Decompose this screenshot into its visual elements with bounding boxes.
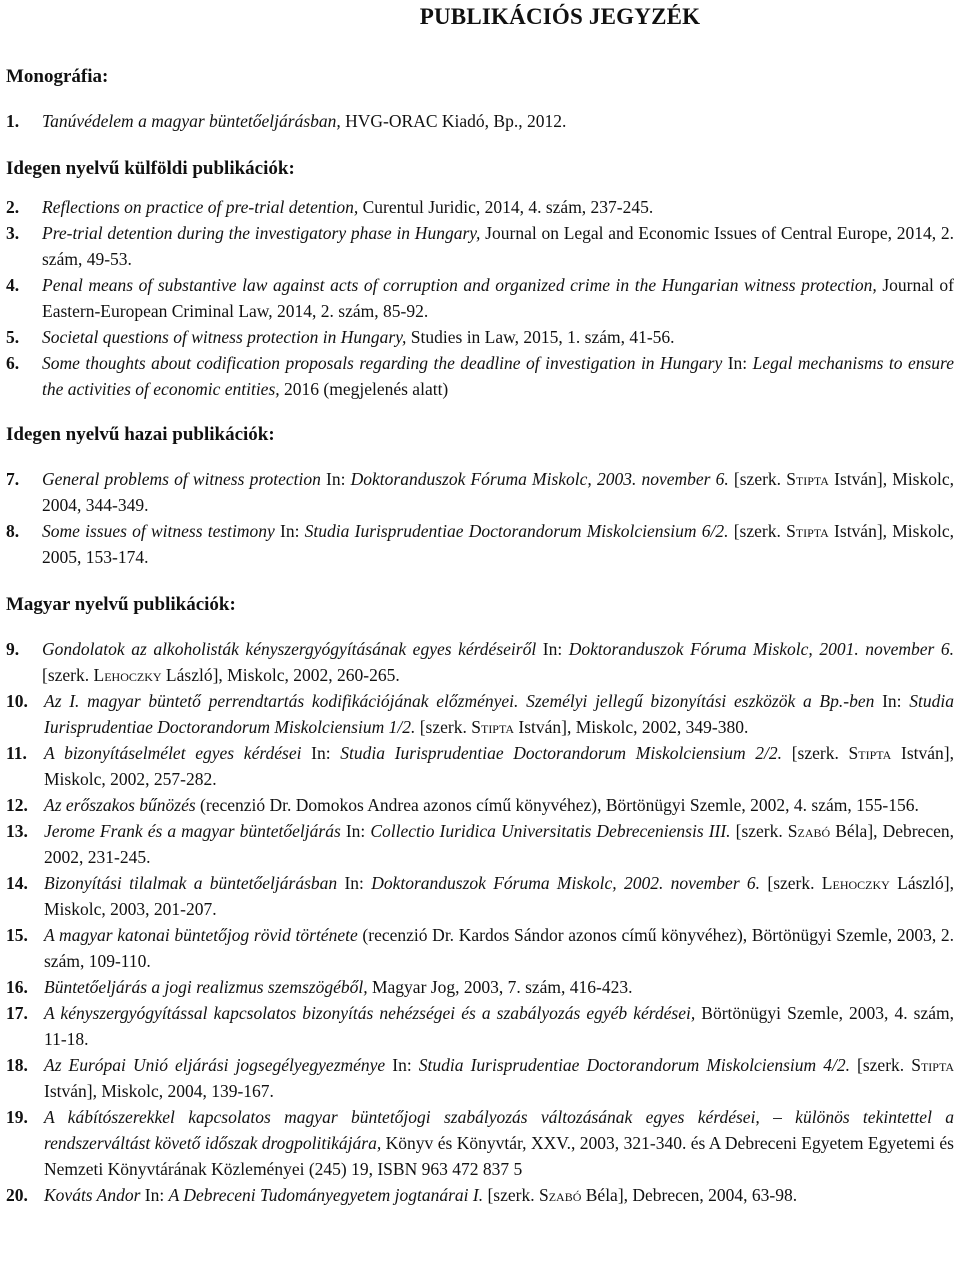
entry-title: Az I. magyar büntető perrendtartás kodifikációjának előzményei. Személyi jellegű bizonyítási eszközök a Bp.-ben (44, 691, 875, 711)
entry-editor-prefix: [szerk. (728, 521, 787, 541)
magyar-list (6, 636, 954, 1208)
list-item (6, 1000, 954, 1052)
entry-source: A Debreceni Tudományegyetem jogtanárai I. (168, 1185, 484, 1205)
section-heading-magyar: Magyar nyelvű publikációk: (6, 594, 236, 615)
entry-number: 10. (6, 691, 28, 711)
entry-title: Jerome Frank és a magyar büntetőeljárás (44, 821, 341, 841)
entry-source: Legal mechanisms to ensure the activities of economic entities, (42, 353, 954, 399)
entry-editor-name: Szabó (538, 1185, 582, 1205)
entry-title: A magyar katonai büntetőjog rövid története (44, 925, 358, 945)
list-item (6, 974, 954, 1000)
entry-in: In: (385, 1055, 419, 1075)
entry-details: Béla], Debrecen, 2004, 63-98. (581, 1185, 798, 1205)
entry-in: In: (301, 743, 341, 763)
entry-title: Az erőszakos bűnözés (44, 795, 196, 815)
list-item (6, 688, 954, 740)
entry-title: Tanúvédelem a magyar büntetőeljárásban, (42, 111, 341, 131)
idegen-kulfoldi-list (6, 194, 954, 402)
entry-number: 9. (6, 639, 20, 659)
entry-details: László], Miskolc, 2003, 201-207. (44, 873, 954, 919)
entry-source: Doktoranduszok Fóruma Miskolc, 2003. november 6. (350, 469, 729, 489)
entry-title: General problems of witness protection (42, 469, 321, 489)
entry-details: Könyv és Könyvtár, XXV., 2003, 321-340. és A Debreceni Egyetem Egyetemi és Nemzeti Könyvtárának Közleményei (245) 19, ISBN 963 472 837 5 (44, 1133, 954, 1179)
entry-number: 19. (6, 1107, 28, 1127)
list-item (6, 1182, 954, 1208)
entry-details: László], Miskolc, 2002, 260-265. (161, 665, 400, 685)
entry-number: 5. (6, 327, 20, 347)
list-item (6, 350, 954, 402)
entry-details: Magyar Jog, 2003, 7. szám, 416-423. (367, 977, 633, 997)
entry-editor-prefix: [szerk. (483, 1185, 539, 1205)
entry-in: In: (536, 639, 569, 659)
entry-title: Bizonyítási tilalmak a büntetőeljárásban (44, 873, 338, 893)
entry-number: 8. (6, 521, 20, 541)
entry-in: In: (722, 353, 753, 373)
list-item (6, 1052, 954, 1104)
entry-number: 16. (6, 977, 28, 997)
entry-source: Studia Iurisprudentiae Doctorandorum Miskolciensium 6/2. (304, 521, 729, 541)
entry-in: In: (140, 1185, 169, 1205)
entry-title: Penal means of substantive law against acts of corruption and organized crime in the Hungarian witness protection, (42, 275, 877, 295)
entry-editor-prefix: [szerk. (42, 665, 94, 685)
entry-title: A kényszergyógyítással kapcsolatos bizonyítás nehézségei és a szabályozás egyéb kérdései, (44, 1003, 696, 1023)
list-item (6, 272, 954, 324)
idegen-hazai-list (6, 466, 954, 570)
entry-details: István], Miskolc, 2004, 344-349. (42, 469, 954, 515)
list-item (6, 818, 954, 870)
entry-details: István], Miskolc, 2002, 257-282. (44, 743, 954, 789)
entry-editor-name: Stipta (848, 743, 892, 763)
list-item (6, 518, 954, 570)
entry-title: Societal questions of witness protection in Hungary, (42, 327, 407, 347)
entry-details: Börtönügyi Szemle, 2003, 4. szám, 11-18. (44, 1003, 954, 1049)
entry-editor-prefix: [szerk. (849, 1055, 912, 1075)
entry-editor-name: Lehoczky (93, 665, 162, 685)
entry-number: 7. (6, 469, 20, 489)
entry-number: 1. (6, 111, 20, 131)
entry-in: In: (340, 821, 371, 841)
entry-editor-prefix: [szerk. (728, 469, 787, 489)
list-item (6, 636, 954, 688)
entry-title: Some issues of witness testimony (42, 521, 275, 541)
entry-editor-name: Szabó (787, 821, 831, 841)
entry-details: Journal on Legal and Economic Issues of Central Europe, 2014, 2. szám, 49-53. (42, 223, 955, 269)
entry-editor-name: Stipta (786, 469, 829, 489)
entry-title: Kováts Andor (44, 1185, 141, 1205)
entry-details: Curentul Juridic, 2014, 4. szám, 237-245. (358, 197, 654, 217)
entry-title: Büntetőeljárás a jogi realizmus szemszögéből, (44, 977, 368, 997)
entry-number: 6. (6, 353, 20, 373)
list-item (6, 108, 954, 134)
entry-number: 15. (6, 925, 28, 945)
entry-source: Collectio Iuridica Universitatis Debreceniensis III. (370, 821, 731, 841)
entry-number: 4. (6, 275, 20, 295)
entry-number: 12. (6, 795, 28, 815)
list-item (6, 1104, 954, 1182)
entry-details: (recenzió Dr. Domokos Andrea azonos című könyvéhez), Börtönügyi Szemle, 2002, 4. szám, 155-156. (195, 795, 919, 815)
entry-editor-name: Lehoczky (821, 873, 890, 893)
entry-details: Studies in Law, 2015, 1. szám, 41-56. (406, 327, 675, 347)
entry-title: A bizonyításelmélet egyes kérdései (44, 743, 302, 763)
section-heading-idegen-kulfoldi: Idegen nyelvű külföldi publikációk: (6, 158, 295, 179)
entry-in: In: (874, 691, 910, 711)
entry-number: 11. (6, 743, 27, 763)
entry-in: In: (320, 469, 351, 489)
entry-editor-prefix: [szerk. (730, 821, 788, 841)
entry-number: 18. (6, 1055, 28, 1075)
list-item (6, 324, 954, 350)
entry-details: Journal of Eastern-European Criminal Law, 2014, 2. szám, 85-92. (42, 275, 954, 321)
entry-title: Pre-trial detention during the investigatory phase in Hungary, (42, 223, 481, 243)
section-heading-monografia: Monográfia: (6, 66, 109, 87)
entry-number: 2. (6, 197, 20, 217)
entry-details: István], Miskolc, 2002, 349-380. (514, 717, 749, 737)
entry-in: In: (337, 873, 372, 893)
entry-title: Reflections on practice of pre-trial detention, (42, 197, 359, 217)
entry-editor-prefix: [szerk. (415, 717, 472, 737)
entry-source: Doktoranduszok Fóruma Miskolc, 2001. november 6. (568, 639, 954, 659)
list-item (6, 870, 954, 922)
entry-source: Studia Iurisprudentiae Doctorandorum Miskolciensium 4/2. (418, 1055, 850, 1075)
page-title: PUBLIKÁCIÓS JEGYZÉK (419, 4, 701, 29)
entry-details: István], Miskolc, 2004, 139-167. (44, 1081, 274, 1101)
entry-source: Studia Iurisprudentiae Doctorandorum Miskolciensium 2/2. (340, 743, 783, 763)
list-item (6, 194, 954, 220)
entry-number: 3. (6, 223, 20, 243)
entry-editor-name: Stipta (911, 1055, 954, 1075)
entry-source: Doktoranduszok Fóruma Miskolc, 2002. november 6. (371, 873, 761, 893)
entry-title: Az Európai Unió eljárási jogsegélyegyezménye (44, 1055, 386, 1075)
entry-details: István], Miskolc, 2005, 153-174. (42, 521, 954, 567)
entry-in: In: (274, 521, 305, 541)
entry-title: A kábítószerekkel kapcsolatos magyar büntetőjogi szabályozás változásának egyes kérdései, – különös tekintettel a rendszerváltást követő időszak drogpolitikájára, (44, 1107, 954, 1153)
entry-details: Béla], Debrecen, 2002, 231-245. (44, 821, 954, 867)
entry-number: 20. (6, 1185, 28, 1205)
list-item (6, 466, 954, 518)
entry-editor-prefix: [szerk. (760, 873, 822, 893)
monografia-list (6, 108, 954, 134)
entry-editor-name: Stipta (471, 717, 515, 737)
entry-source: Studia Iurisprudentiae Doctorandorum Miskolciensium 1/2. (44, 691, 954, 737)
list-item (6, 792, 954, 818)
entry-details: (recenzió Dr. Kardos Sándor azonos című könyvéhez), Börtönügyi Szemle, 2003, 2. szám, 109-110. (44, 925, 954, 971)
list-item (6, 922, 954, 974)
entry-details: HVG-ORAC Kiadó, Bp., 2012. (340, 111, 567, 131)
list-item (6, 740, 954, 792)
entry-title: Gondolatok az alkoholisták kényszergyógyításának egyes kérdéseiről (42, 639, 537, 659)
entry-number: 17. (6, 1003, 28, 1023)
entry-editor-name: Stipta (786, 521, 829, 541)
list-item (6, 220, 954, 272)
entry-number: 14. (6, 873, 28, 893)
entry-editor-prefix: [szerk. (782, 743, 849, 763)
section-heading-idegen-hazai: Idegen nyelvű hazai publikációk: (6, 424, 275, 445)
entry-title: Some thoughts about codification proposals regarding the deadline of investigation in Hungary (42, 353, 723, 373)
entry-details: 2016 (megjelenés alatt) (279, 379, 449, 399)
entry-number: 13. (6, 821, 28, 841)
